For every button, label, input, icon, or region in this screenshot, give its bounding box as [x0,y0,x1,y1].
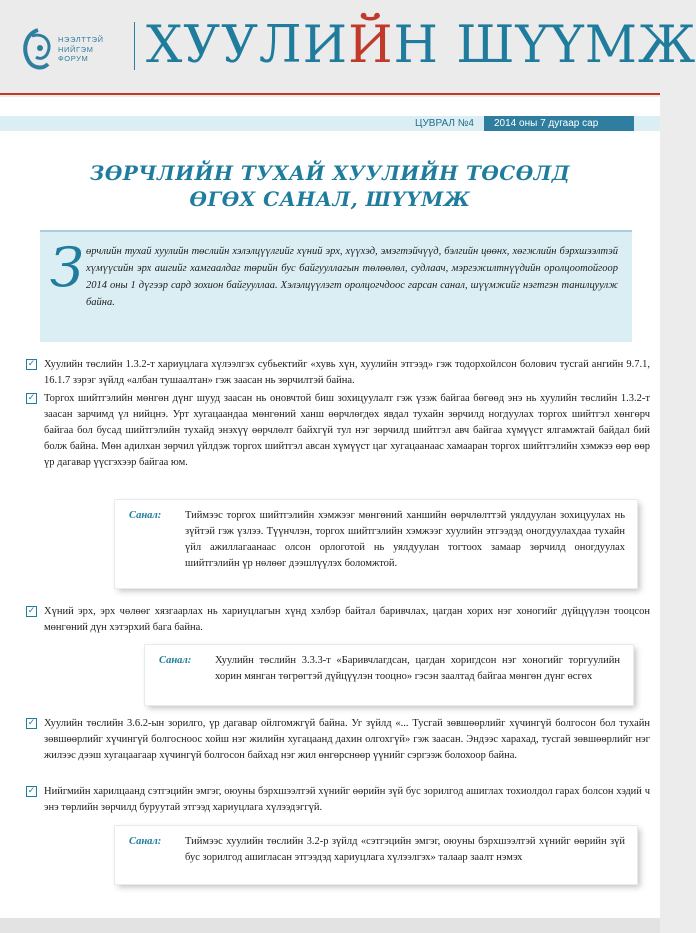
proposal-text: Тиймээс хуулийн төслийн 3.2-р зүйлд «сэтгэцийн эмгэг, оюуны бэрхшээлтэй хүнийг өөрийн зүй бус зорилгод ашигласан этгээдэд хариуцлага хүлээлгэх» талаар заалт нэмэх [185,836,625,863]
masthead-scales-letter: Й [348,16,394,75]
proposal-label: Санал: [129,836,162,847]
proposal-text: Тиймээс торгох шийтгэлийн хэмжээг мөнгөний ханшийн өөрчлөлттэй уялдуулан зохицуулах нь зүйтэй гэж үзлээ. Түүнчлэн, торгох шийтгэлийн хэмжээг хуулийн этгээдэд оногдуулахдаа тухайн үйл ажиллагаанаас олсон орлоготой нь уялдуулан тогтоох замаар зөрчилд оногдуулах шийтгэлийн үр нөлөөг дээшлүүлэх боломжтой. [185,510,625,569]
bullet-text: Хүний эрх, эрх чөлөөг хязгаарлах нь хариуцлагын хүнд хэлбэр байтал баривчлах, цагдан хорих нэг хоногийг дүйцүүлэн тооцсон мөнгөний дүн хэтэрхий бага байна. [44,606,650,633]
checkbox-icon: ✓ [27,393,36,403]
masthead-part-1: ХУУЛИ [146,16,349,75]
proposal-text: Хуулийн төслийн 3.3.3-т «Баривчлагдсан, цагдан хоригдсон нэг хоногийг торгуулийн хорин мянган төгрөгтэй дүйцүүлэн тооцно» гэсэн заалтад байгаа мөнгөн дүнг өсгөх [215,655,620,682]
checkbox-icon: ✓ [27,359,36,369]
footer-band [0,918,660,933]
checkbox-icon: ✓ [27,606,36,616]
proposal-box-1 [115,500,637,588]
title-line-1: ЗӨРЧЛИЙН ТУХАЙ ХУУЛИЙН ТӨСӨЛД [89,161,571,185]
drop-cap: З [50,236,84,299]
proposal-box-3 [115,826,637,884]
lead-text: өрчлийн тухай хуулийн төслийн хэлэлцүүлгийг хүний эрх, хүүхэд, эмэгтэйчүүд, бэлгийн цөөнх, хөгжлийн бэрхшээлтэй хүмүүсийн эрх ашгийг хамгаалдаг төрийн бус байгууллагын төлөөлөл, судлаач, мэргэжилтнүүдийн оролцоотойгоор 2014 оны 1 дүгээр сард зохион байгууллаа. Хэлэлцүүлэгт оролцогчдоос гарсан санал, шүүмжийг нэгтгэн танилцуулж байна. [86,246,618,308]
lead-box [40,230,632,342]
bullet-5 [22,784,650,816]
bullet-2 [22,391,650,471]
proposal-label: Санал: [129,510,162,521]
bullet-text: Хуулийн төслийн 3.6.2-ын зорилго, үр дагавар ойлгомжгүй байна. Уг зүйлд «... Тусгай зөвшөөрлийг хүчингүй болгосон бол тухайн зөвшөөрлийг хүчингүй болгосноос хойш нэг жилийн хугацаанд дахин олгохгүй» гэж заасан. Эндээс харахад, тусгай зөвшөөрлийг нэг жилээс дээш хугацаагаар хүчингүй болгосон байхад нэг жил өнгөрснөөр үүнийг сэргээж болохоор байна. [44,718,650,761]
issue-series: ЦУВРАЛ №4 [390,116,480,131]
logo-wordmark [58,35,104,64]
bullet-text: Нийгмийн харилцаанд сэтгэцийн эмгэг, оюуны бэрхшээлтэй хүнийг өөрийн зүй бус зорилгод ашиглах тохиолдол гарах болсон хэдий ч энэ төрлийн зөрчилд буруутай этгээд хариуцлага хүлээдэггүй. [44,786,650,813]
header-red-rule [0,93,660,95]
masthead [146,16,696,76]
issue-date: 2014 оны 7 дугаар сар [484,116,634,131]
page-title [0,160,660,212]
header-divider [134,22,135,70]
bullet-4 [22,716,650,764]
bullet-3 [22,604,650,636]
header [0,0,696,97]
bullet-text: Торгох шийтгэлийн мөнгөн дүнг шууд заасан нь оновчтой биш зохицуулалт гэж үзэж байгаа бөгөөд энэ нь хуулийн төслийн 1.3.2-т заасан зарчимд үл нийцнэ. Урт хугацаандаа мөнгөний ханш өөрчлөгдөх явдал тухайн зөрчилд ногдуулах торгох шийтгэл хөнгөрч байгаа бол бусад шийтгэлийн тухайд энэхүү өөрчлөлт байхгүй тул нэг зөрчилд шийтгэл авч байгаа хүмүүст ялгамжтай байдал бий болж байна. Мөн адилхан зөрчил үйлдэж торгох шийтгэл авсан хүмүүст цаг хугацаанаас хамааран торгох шийтгэлийн хэмжээ өөр өөр үр дагавар үүсгэхээр байгаа юм. [44,393,650,468]
logo-line-1: НЭЭЛТТЭЙ [58,35,104,44]
logo-line-3: ФОРУМ [58,54,89,63]
checkbox-icon: ✓ [27,786,36,796]
title-line-2: ӨГӨХ САНАЛ, ШҮҮМЖ [189,187,471,211]
proposal-box-2 [145,645,633,705]
bullet-1 [22,357,650,389]
logo-line-2: НИЙГЭМ [58,44,94,54]
masthead-part-2: Н ШҮҮМЖ [393,16,696,75]
proposal-label: Санал: [159,655,192,666]
checkbox-icon: ✓ [27,718,36,728]
bullet-text: Хуулийн төслийн 1.3.2-т хариуцлага хүлээлгэх субьектийг «хувь хүн, хуулийн этгээд» гэж тодорхойлсон болович тусгай ангийн 9.7.1, 16.1.7 зэрэг зүйлд «албан тушаалтан» гэж заасан нь зөрчилтэй байна. [44,359,650,386]
